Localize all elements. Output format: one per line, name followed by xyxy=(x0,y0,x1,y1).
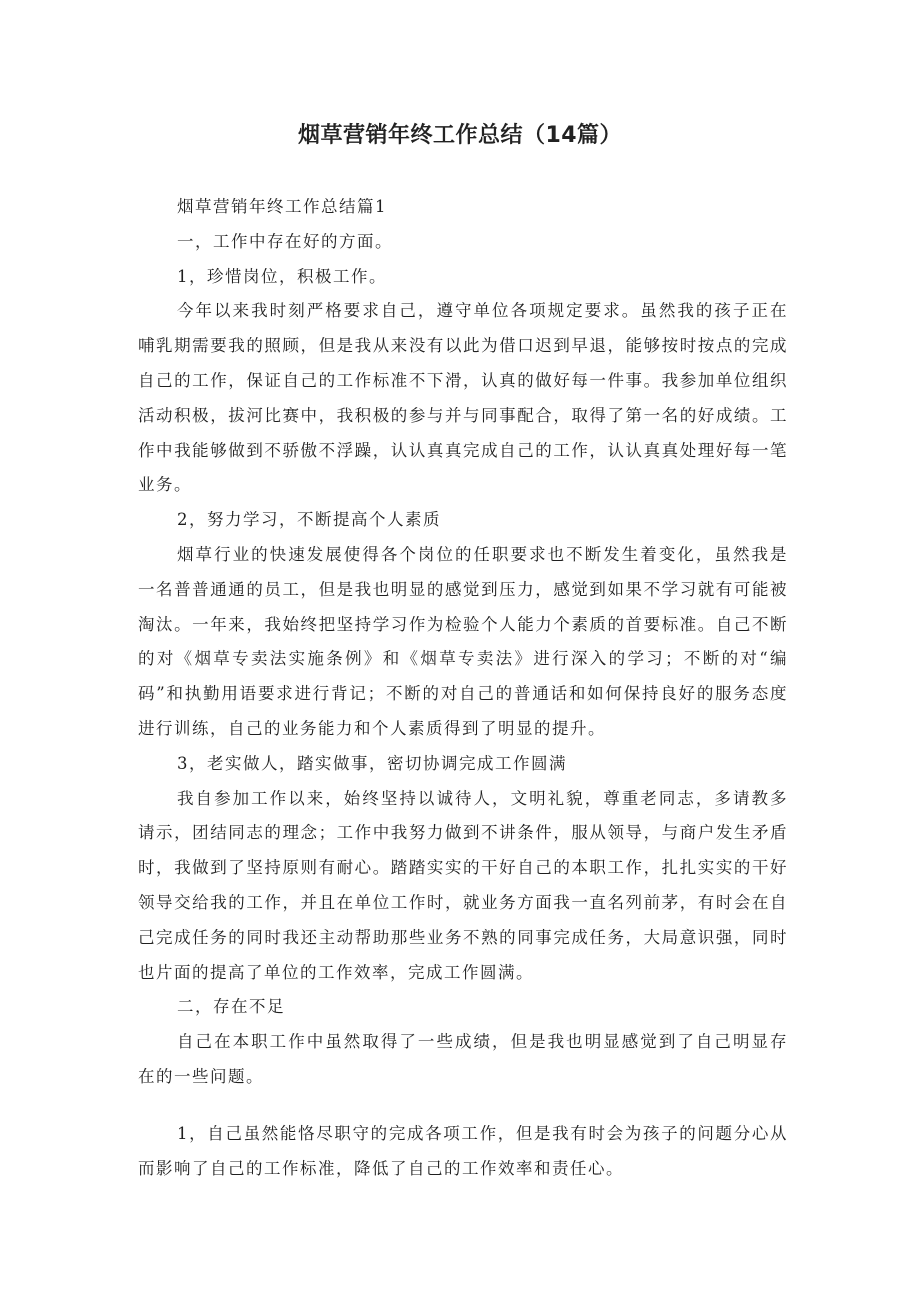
subheading-shortcomings: 二，存在不足 xyxy=(177,997,285,1017)
body-paragraph-1: 今年以来我时刻严格要求自己，遵守单位各项规定要求。虽然我的孩子正在哺乳期需要我的照顾，但是我从来没有以此为借口迟到早退，能够按时按点的完成自己的工作，保证自己的工作标准不下滑，认真的做好每一件事。我参加单位组织活动积极，拔河比赛中，我积极的参与并与同事配合，取得了第一名的好成绩。工作中我能够做到不骄傲不浮躁，认认真真完成自己的工作，认认真真处理好每一笔业务。 xyxy=(138,301,788,495)
body-paragraph-2: 烟草行业的快速发展使得各个岗位的任职要求也不断发生着变化，虽然我是一名普普通通的员工，但是我也明显的感觉到压力，感觉到如果不学习就有可能被淘汰。一年来，我始终把坚持学习作为检验个人能力个素质的首要标准。自己不断的对《烟草专卖法实施条例》和《烟草专卖法》进行深入的学习；不断的对“编码”和执勤用语要求进行背记；不断的对自己的普通话和如何保持良好的服务态度进行训练，自己的业务能力和个人素质得到了明显的提升。 xyxy=(138,544,788,738)
section-heading: 烟草营销年终工作总结篇1 xyxy=(177,197,387,216)
point-heading-2: 2，努力学习，不断提高个人素质 xyxy=(177,510,441,530)
point-heading-1: 1，珍惜岗位，积极工作。 xyxy=(177,266,387,286)
point-heading-3: 3，老实做人，踏实做事，密切协调完成工作圆满 xyxy=(177,753,567,773)
document-body xyxy=(138,190,788,1186)
body-paragraph-5: 1，自己虽然能恪尽职守的完成各项工作，但是我有时会为孩子的问题分心从而影响了自己的工作标准，降低了自己的工作效率和责任心。 xyxy=(138,1123,788,1178)
subheading-good-aspects: 一，工作中存在好的方面。 xyxy=(177,231,393,251)
body-paragraph-3: 我自参加工作以来，始终坚持以诚待人，文明礼貌，尊重老同志，多请教多请示，团结同志的理念；工作中我努力做到不讲条件，服从领导，与商户发生矛盾时，我做到了坚持原则有耐心。踏踏实实的干好自己的本职工作，扎扎实实的干好领导交给我的工作，并且在单位工作时，就业务方面我一直名列前茅，有时会在自己完成任务的同时我还主动帮助那些业务不熟的同事完成任务，大局意识强，同时也片面的提高了单位的工作效率，完成工作圆满。 xyxy=(138,788,788,982)
document-title: 烟草营销年终工作总结（14篇） xyxy=(297,123,623,148)
body-paragraph-4: 自己在本职工作中虽然取得了一些成绩，但是我也明显感觉到了自己明显存在的一些问题。 xyxy=(138,1032,788,1086)
